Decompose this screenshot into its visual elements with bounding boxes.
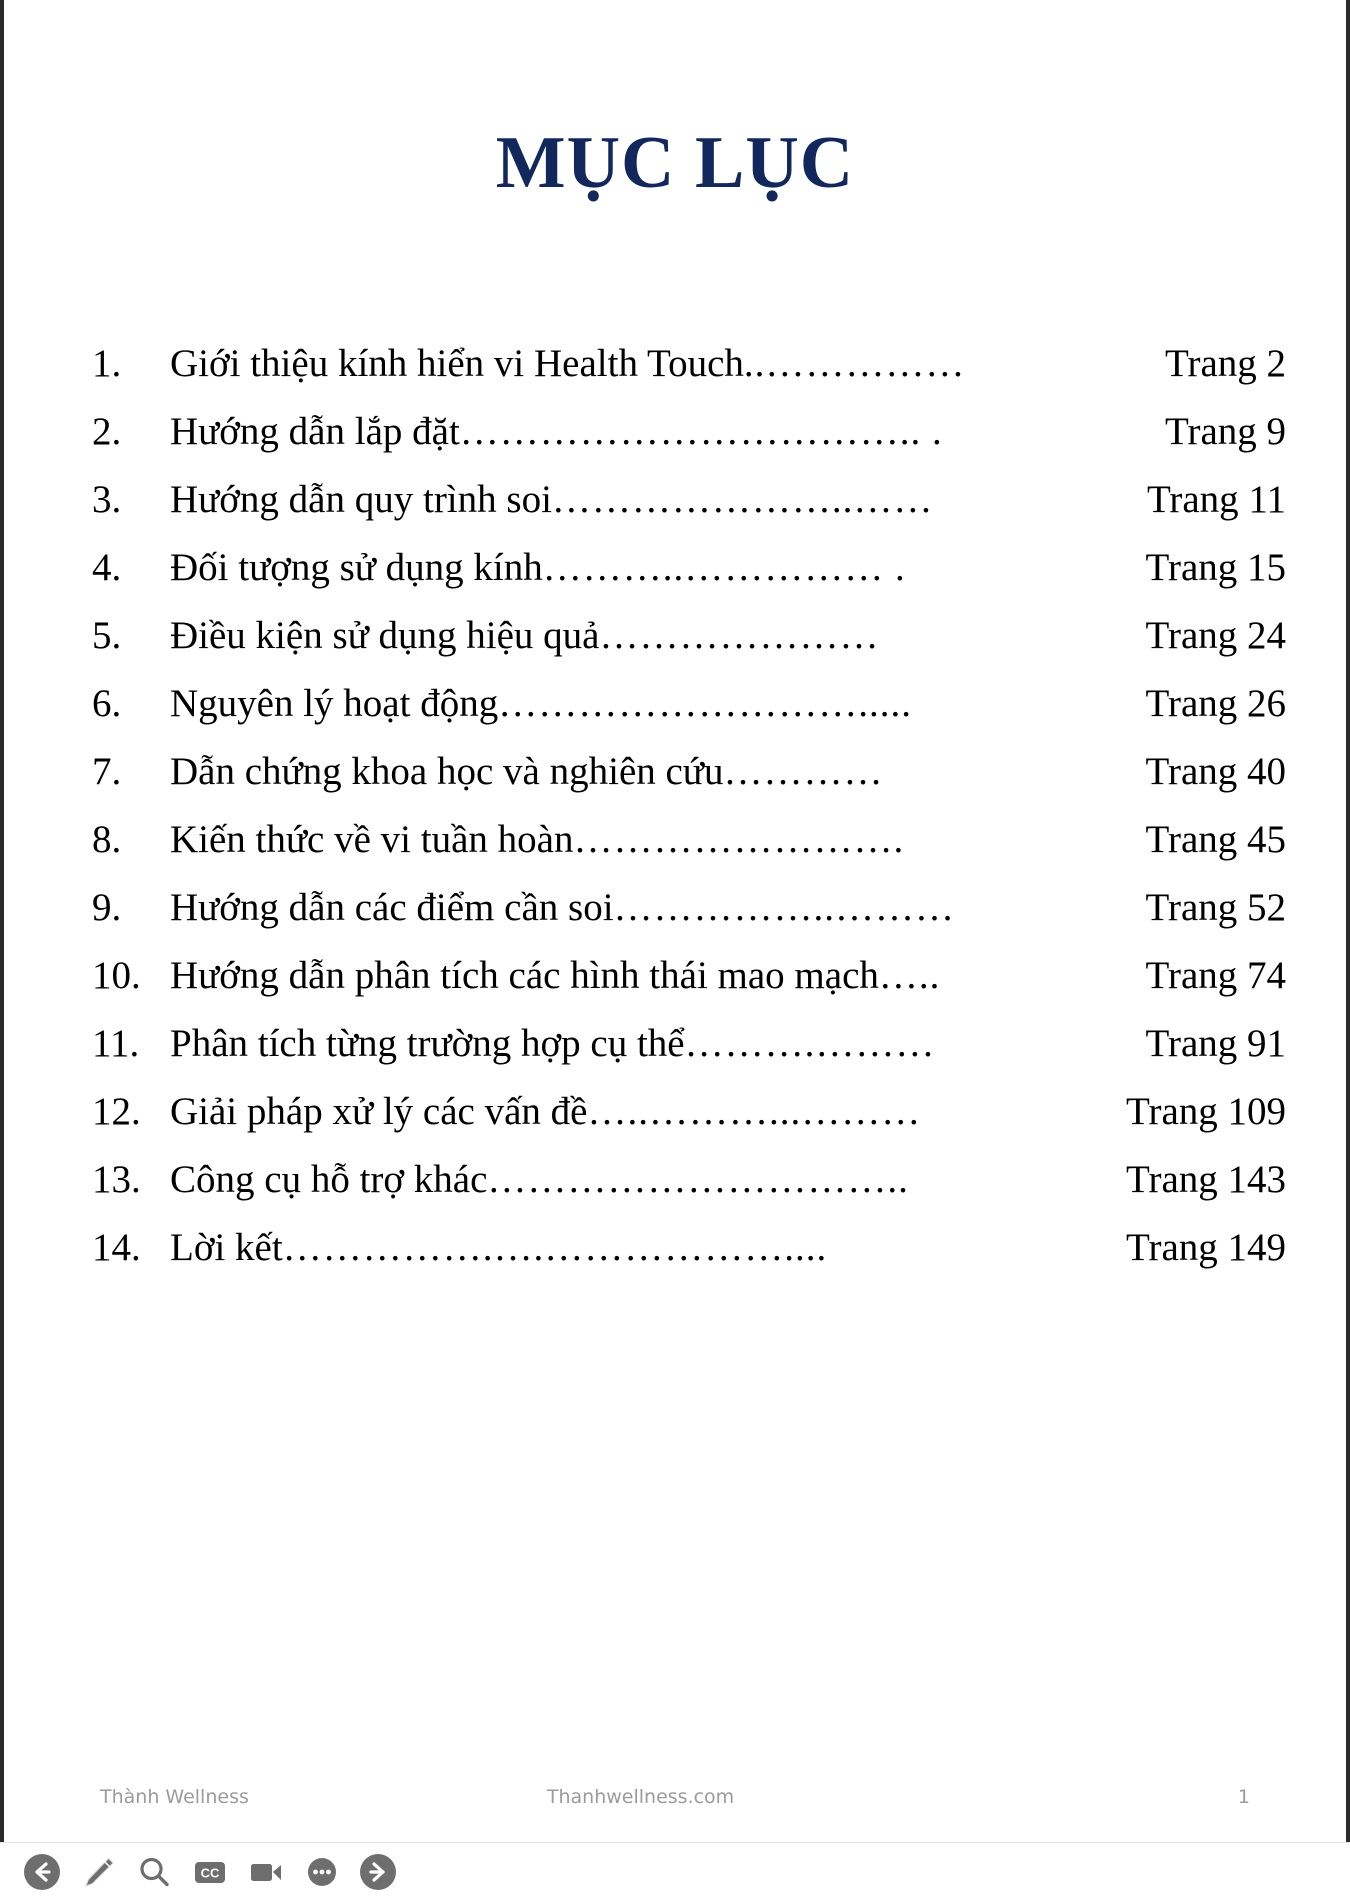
search-button[interactable] <box>126 1846 182 1898</box>
toc-entry-page: Trang 24 <box>1145 614 1286 657</box>
arrow-right-circle-icon <box>358 1852 398 1892</box>
page-title: MỤC LỤC <box>495 122 855 204</box>
toc-entry-page: Trang 45 <box>1145 818 1286 861</box>
toc-entry-page: Trang 26 <box>1145 682 1286 725</box>
toc-entry-label: Đối tượng sử dụng kính <box>170 546 543 589</box>
toc-entry-page: Trang 74 <box>1145 954 1286 997</box>
ellipsis-circle-icon <box>302 1852 342 1892</box>
toc-entry[interactable] <box>92 670 1286 738</box>
toc-entry[interactable] <box>92 1214 1286 1282</box>
toc-entry-label: Kiến thức về vi tuần hoàn <box>170 818 574 861</box>
toc-entry-number: 12. <box>92 1090 141 1133</box>
toc-entry[interactable] <box>92 466 1286 534</box>
toc-entry-number: 6. <box>92 682 122 725</box>
toc-entry-label: Lời kết <box>170 1226 283 1269</box>
toc-entry-page: Trang 52 <box>1145 886 1286 929</box>
toc-entry-leader: …………………..…… <box>551 478 934 521</box>
toc-entry-label: Giải pháp xử lý các vấn đề <box>170 1090 588 1133</box>
toc-entry-label: Hướng dẫn quy trình soi <box>170 478 552 521</box>
toc-entry-leader: ……………..……… <box>613 886 956 929</box>
footer-brand: Thành Wellness <box>100 1786 249 1808</box>
toc-entry-number: 5. <box>92 614 122 657</box>
toc-entry-page: Trang 15 <box>1145 546 1286 589</box>
toc-entry-leader: ……….……… <box>684 1022 936 1065</box>
toc-entry[interactable] <box>92 330 1286 398</box>
toc-entry-label: Công cụ hỗ trợ khác <box>170 1158 488 1201</box>
toc-entry-page: Trang 149 <box>1126 1226 1286 1269</box>
closed-captions-icon <box>190 1852 230 1892</box>
pencil-icon <box>78 1852 118 1892</box>
toc-entry-leader: ………………… <box>599 614 880 657</box>
document-page <box>4 0 1346 1900</box>
toc-entry-page: Trang 143 <box>1126 1158 1286 1201</box>
page-footer <box>100 1786 1250 1808</box>
toc-entry-label: Phân tích từng trường hợp cụ thể <box>170 1022 685 1065</box>
toc-entry-number: 8. <box>92 818 122 861</box>
toc-entry-number: 14. <box>92 1226 141 1269</box>
forward-button[interactable] <box>350 1846 406 1898</box>
toc-entry[interactable] <box>92 942 1286 1010</box>
svg-text:CC: CC <box>200 1865 220 1880</box>
toc-entry[interactable] <box>92 1146 1286 1214</box>
toc-entry-page: Trang 40 <box>1145 750 1286 793</box>
search-icon <box>134 1852 174 1892</box>
back-button[interactable] <box>14 1846 70 1898</box>
toc-entry-label: Hướng dẫn phân tích các hình thái mao mạch <box>170 954 879 997</box>
table-of-contents <box>92 330 1286 1282</box>
toc-entry[interactable] <box>92 1078 1286 1146</box>
video-button[interactable] <box>238 1846 294 1898</box>
toc-entry-label: Hướng dẫn lắp đặt <box>170 410 460 453</box>
toc-entry[interactable] <box>92 1010 1286 1078</box>
video-camera-icon <box>246 1852 286 1892</box>
toc-entry-leader: ..…………… <box>743 342 966 385</box>
toc-entry-page: Trang 2 <box>1165 342 1286 385</box>
toc-entry-leader: ………………………….. <box>487 1158 909 1201</box>
toc-entry-number: 3. <box>92 478 122 521</box>
page-right-border <box>1346 0 1350 1900</box>
toc-entry-page: Trang 109 <box>1126 1090 1286 1133</box>
toc-entry-page: Trang 9 <box>1165 410 1286 453</box>
toc-entry-leader: ………..…………… . <box>542 546 906 589</box>
toc-entry-number: 2. <box>92 410 122 453</box>
toc-entry[interactable] <box>92 534 1286 602</box>
toc-entry-number: 4. <box>92 546 122 589</box>
edit-button[interactable] <box>70 1846 126 1898</box>
toc-entry[interactable] <box>92 874 1286 942</box>
toc-entry[interactable] <box>92 738 1286 806</box>
toc-entry-label: Điều kiện sử dụng hiệu quả <box>170 614 600 657</box>
toc-entry-leader: ………………………..... <box>498 682 912 725</box>
toc-entry-number: 10. <box>92 954 141 997</box>
toc-entry[interactable] <box>92 602 1286 670</box>
toc-entry-number: 1. <box>92 342 122 385</box>
toc-entry-leader: …..………...……… <box>587 1090 922 1133</box>
toc-entry-number: 11. <box>92 1022 140 1065</box>
toc-entry-number: 13. <box>92 1158 141 1201</box>
toc-entry[interactable] <box>92 806 1286 874</box>
toc-entry-leader: ….. <box>878 954 941 997</box>
toc-entry-label: Nguyên lý hoạt động <box>170 682 499 725</box>
arrow-left-circle-icon <box>22 1852 62 1892</box>
footer-page-number: 1 <box>1237 1786 1250 1808</box>
toc-entry-leader: ………… <box>723 750 884 793</box>
toc-entry-leader: …………………………….. . <box>459 410 943 453</box>
toc-entry-label: Giới thiệu kính hiển vi Health Touch <box>170 342 744 385</box>
toc-entry-label: Dẫn chứng khoa học và nghiên cứu <box>170 750 724 793</box>
toc-entry[interactable] <box>92 398 1286 466</box>
toc-entry-number: 7. <box>92 750 122 793</box>
toc-entry-number: 9. <box>92 886 122 929</box>
toc-entry-leader: ……………………. <box>573 818 905 861</box>
captions-button[interactable] <box>182 1846 238 1898</box>
toc-entry-page: Trang 11 <box>1146 478 1286 521</box>
toc-entry-label: Hướng dẫn các điểm cần soi <box>170 886 614 929</box>
footer-website: Thanhwellness.com <box>546 1786 735 1808</box>
more-button[interactable] <box>294 1846 350 1898</box>
bottom-toolbar <box>0 1842 1350 1900</box>
toc-entry-page: Trang 91 <box>1145 1022 1286 1065</box>
toc-entry-leader: …………….….……………….... <box>282 1226 828 1269</box>
